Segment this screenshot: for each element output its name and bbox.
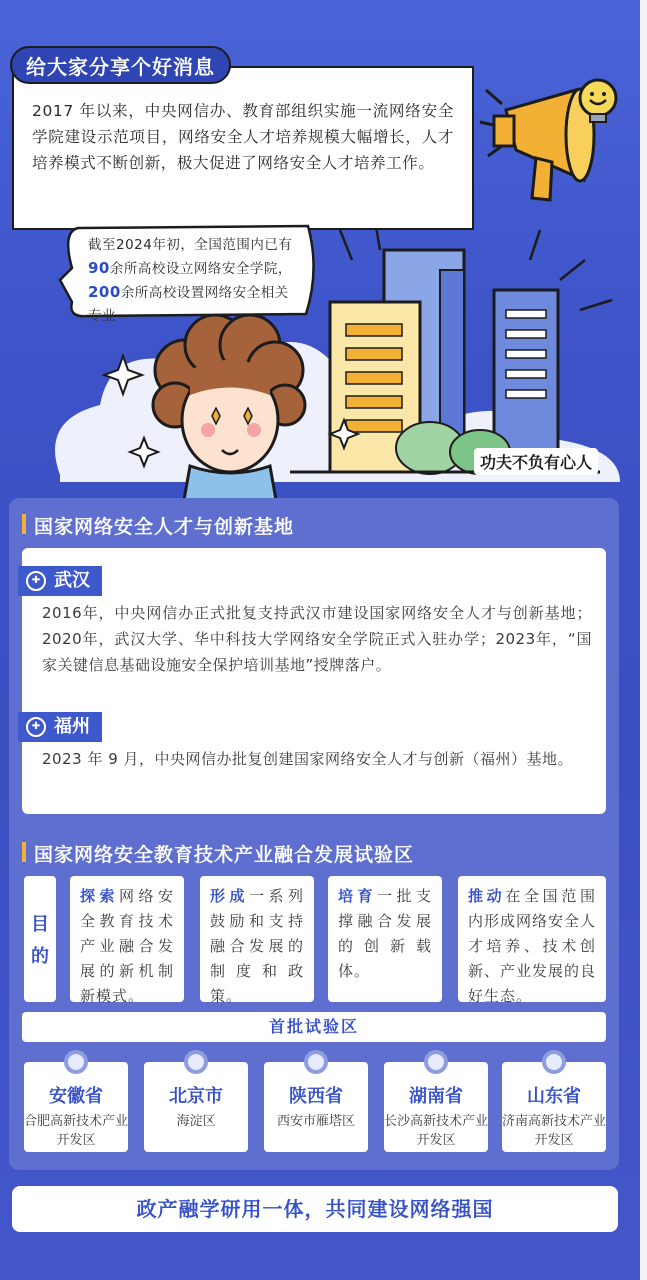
shield-icon: ✚ xyxy=(26,717,46,737)
goal-card xyxy=(458,876,606,1005)
zone-province: 山东省 xyxy=(527,1086,581,1107)
zone-card xyxy=(264,1062,368,1152)
header-title: 给大家分享个好消息 xyxy=(10,46,231,84)
zone-area: 合肥高新技术产业开发区 xyxy=(24,1114,129,1148)
goal-keyword: 培育 xyxy=(338,887,377,905)
zone-province: 安徽省 xyxy=(49,1086,103,1107)
intro-text: 2017 年以来，中央网信办、教育部组织实施一流网络安全学院建设示范项目，网络安全人才培养规模大幅增长，人才培养模式不断创新，极大促进了网络安全人才培养工作。 xyxy=(12,66,474,230)
megaphone-icon xyxy=(476,70,636,220)
goal-card xyxy=(200,876,314,1005)
zone-area: 长沙高新技术产业开发区 xyxy=(384,1114,489,1148)
zone-province: 北京市 xyxy=(169,1086,223,1107)
city-tag-fuzhou xyxy=(18,712,102,742)
goal-label xyxy=(24,876,56,1002)
goal-card xyxy=(328,876,442,1002)
goal-keyword: 形成 xyxy=(210,887,249,905)
zone-area: 海淀区 xyxy=(176,1114,216,1129)
zone-card xyxy=(24,1062,128,1152)
shield-icon: ✚ xyxy=(26,571,46,591)
goal-card xyxy=(70,876,184,1005)
zone-card xyxy=(502,1062,606,1152)
bubble-line1: 截至2024年初，全国范围内已有 xyxy=(88,237,293,253)
goal-label-char-2: 的 xyxy=(31,946,49,967)
goal-text: 在全国范围内形成网络安全人才培养、技术创新、产业发展的良好生态。 xyxy=(468,887,597,1005)
slogan-text: 功夫不负有心人 xyxy=(474,448,598,475)
zone-area: 西安市雁塔区 xyxy=(276,1114,355,1129)
pin-icon xyxy=(64,1050,88,1074)
zone-card xyxy=(384,1062,488,1152)
goal-keyword: 推动 xyxy=(468,887,506,905)
footer-slogan: 政产融学研用一体，共同建设网络强国 xyxy=(12,1186,618,1232)
wuhan-text: 2016年，中央网信办正式批复支持武汉市建设国家网络安全人才与创新基地；2020年，武汉大学、华中科技大学网络安全学院正式入驻办学；2023年，“国家关键信息基础设施安全保护培训基地”授牌落户。 xyxy=(42,604,592,674)
city-name-fuzhou: 福州 xyxy=(54,716,90,737)
goal-keyword: 探索 xyxy=(80,887,119,905)
bubble-num2: 200 xyxy=(88,283,121,301)
goal-text: 网络安全教育技术产业融合发展的新机制新模式。 xyxy=(80,887,174,1005)
bubble-line2: 余所高校设立网络安全学院， xyxy=(109,261,292,277)
city-tag-wuhan xyxy=(18,566,102,596)
zone-card xyxy=(144,1062,248,1152)
bubble-line3: 余所高校设置网络安全相关专业 xyxy=(88,285,289,324)
section-title-base: 国家网络安全人才与创新基地 xyxy=(22,512,294,539)
stat-bubble xyxy=(58,222,320,324)
zone-province: 陕西省 xyxy=(289,1086,343,1107)
pin-icon xyxy=(542,1050,566,1074)
bubble-num1: 90 xyxy=(88,259,110,277)
goal-text: 一系列鼓励和支持融合发展的制度和政策。 xyxy=(210,887,304,1005)
pin-icon xyxy=(304,1050,328,1074)
page-edge xyxy=(640,0,647,1280)
section-title-zone: 国家网络安全教育技术产业融合发展试验区 xyxy=(22,840,414,867)
city-name-wuhan: 武汉 xyxy=(54,570,90,591)
pin-icon xyxy=(184,1050,208,1074)
fuzhou-text: 2023 年 9 月，中央网信办批复创建国家网络安全人才与创新（福州）基地。 xyxy=(42,750,574,768)
pin-icon xyxy=(424,1050,448,1074)
goal-text: 一批支撑融合发展的创新载体。 xyxy=(338,887,432,980)
base-card xyxy=(22,548,606,814)
zone-area: 济南高新技术产业开发区 xyxy=(502,1114,607,1148)
first-batch-label: 首批试验区 xyxy=(22,1012,606,1042)
zone-province: 湖南省 xyxy=(409,1086,463,1107)
goal-label-char-1: 目 xyxy=(31,914,49,935)
